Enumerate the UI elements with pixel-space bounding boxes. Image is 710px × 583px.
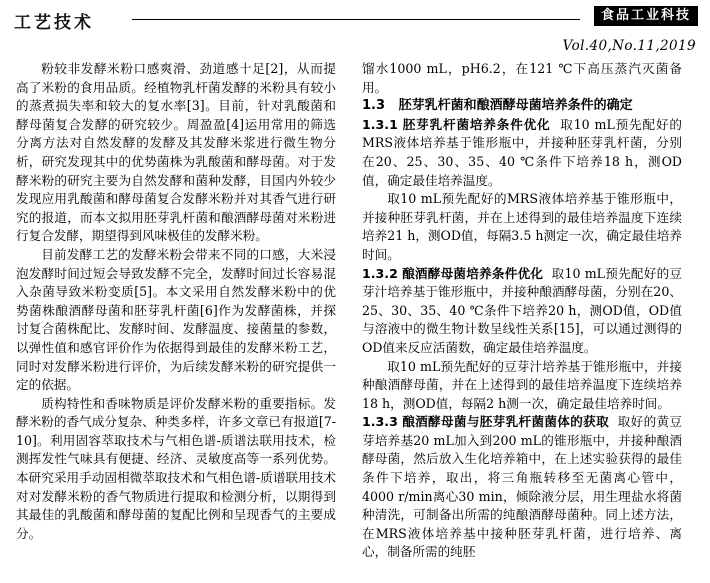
subsection-text: 取10 mL预先配好的豆芽汁培养基于锥形瓶中，并接种酿酒酵母菌，分别在20、25、30、35、40 ℃条件下培养20 h，测OD值，OD值与溶液中的微生物计数呈线性关系[15]，可以通过测得的OD值来反应活菌数，确定最佳培养温度。 bbox=[362, 265, 682, 355]
subsection-number: 1.3.1 bbox=[362, 116, 398, 132]
subsection-text: 取好的黄豆芽培养基20 mL加入到200 mL的锥形瓶中，并接种酿酒酵母菌，然后放入生化培养箱中，在上述实验获得的最佳条件下培养，取出，将三角瓶转移至无菌离心管中，4000 r/min离心30 min，倾除液分层，用生理盐水将菌种清洗，可制备出所需的纯酿酒酵母菌种。同上述方法，在MRS液体培养基中接种胚芽乳杆菌，进行培养、离心，制备所需的纯胚 bbox=[362, 414, 683, 560]
article-page bbox=[0, 6, 710, 583]
journal-logo: 食品工业科技 bbox=[594, 6, 698, 26]
subsection-paragraph: 取10 mL预先配好的MRS液体培养基于锥形瓶中，并接种胚芽乳杆菌，并在上述得到的最佳培养温度下连续培养21 h，测OD值，每隔3.5 h测定一次，确定最佳培养时间。 bbox=[362, 191, 682, 262]
subsection-title: 酿酒酵母菌与胚芽乳杆菌菌体的获取 bbox=[401, 414, 610, 430]
subsection-text: 取10 mL预先配好的MRS液体培养基于锥形瓶中，并接种胚芽乳杆菌，分别在20、25、30、35、40 ℃条件下培养18 h，测OD值，确定最佳培养温度。 bbox=[362, 116, 682, 188]
subsection bbox=[362, 413, 682, 562]
section-title: 胚芽乳杆菌和酿酒酵母菌培养条件的确定 bbox=[398, 98, 633, 114]
issue-info: Vol.40,No.11,2019 bbox=[562, 38, 696, 54]
paragraph: 质构特性和香味物质是评价发酵米粉的重要指标。发酵米粉的香气成分复杂、种类多样，许多文章已有报道[7-10]。利用固容萃取技术与气相色谱-质谱法联用技术，检测挥发性气味具有便捷、经济、灵敏度高等一系列优势。本研究采用手动固相微萃取技术和气相色谱-质谱联用技术对对发酵米粉的香气物质进行提取和检测分析，以期得到其最佳的乳酸菌和酵母菌的复配比例和呈现香气的主要成分。 bbox=[16, 395, 336, 541]
page-header bbox=[14, 6, 698, 36]
right-column bbox=[362, 60, 682, 562]
section-heading bbox=[362, 97, 682, 116]
header-divider bbox=[132, 19, 580, 20]
subsection bbox=[362, 265, 682, 358]
subsection-title: 酿酒酵母菌培养条件优化 bbox=[401, 265, 544, 281]
paragraph: 粉较非发酵米粉口感爽滑、劲道感十足[2]，从而提高了米粉的食用品质。经植物乳杆菌发酵的米粉具有较小的蒸煮损失率和较大的复水率[3]。目前，针对乳酸菌和酵母菌复合发酵的研究较少。周盈盈[4]运用常用的筛选分离方法对自然发酵的发酵及其发酵米浆进行微生物分析，研究发现其中的优势菌株为乳酸菌和酵母菌。对于发酵米粉的研究主要为自然发酵和菌种发酵，目国内外较少发现应用乳酸菌和酵母菌复合发酵米粉并对其香气进行研究的报道，而本文拟用胚芽乳杆菌和酿酒酵母菌对米粉进行复合发酵，期望得到风味极佳的发酵米粉。 bbox=[16, 61, 336, 244]
section-number: 1.3 bbox=[362, 98, 386, 114]
subsection-number: 1.3.2 bbox=[362, 265, 398, 281]
paragraph: 目前发酵工艺的发酵米粉会带来不同的口感，大米浸泡发酵时间过短会导致发酵不完全，发酵时间过长容易混入杂菌导致米粉变质[5]。本文采用自然发酵米粉中的优势菌株酿酒酵母菌和胚芽乳杆菌[6]作为发酵菌株，并探讨复合菌株配比、发酵时间、发酵温度、接菌量的参数，以弹性值和感官评价作为依据得到最佳的发酵米粉工艺，同时对发酵米粉进行评价，为后续发酵米粉的研究提供一定的依据。 bbox=[16, 246, 336, 393]
running-section-title: 工艺技术 bbox=[14, 13, 94, 33]
subsection-title: 胚芽乳杆菌培养条件优化 bbox=[401, 116, 551, 132]
subsection-paragraph: 取10 mL预先配好的豆芽汁培养基于锥形瓶中，并接种酿酒酵母菌，并在上述得到的最佳培养温度下连续培养18 h，测OD值，每隔2 h测一次，确定最佳培养时间。 bbox=[362, 358, 682, 411]
left-column bbox=[16, 60, 336, 562]
subsection bbox=[362, 116, 682, 190]
paragraph-continued: 馏水1000 mL，pH6.2，在121 ℃下高压蒸汽灭菌备用。 bbox=[362, 61, 682, 95]
article-columns bbox=[16, 60, 694, 562]
subsection-number: 1.3.3 bbox=[362, 414, 398, 430]
